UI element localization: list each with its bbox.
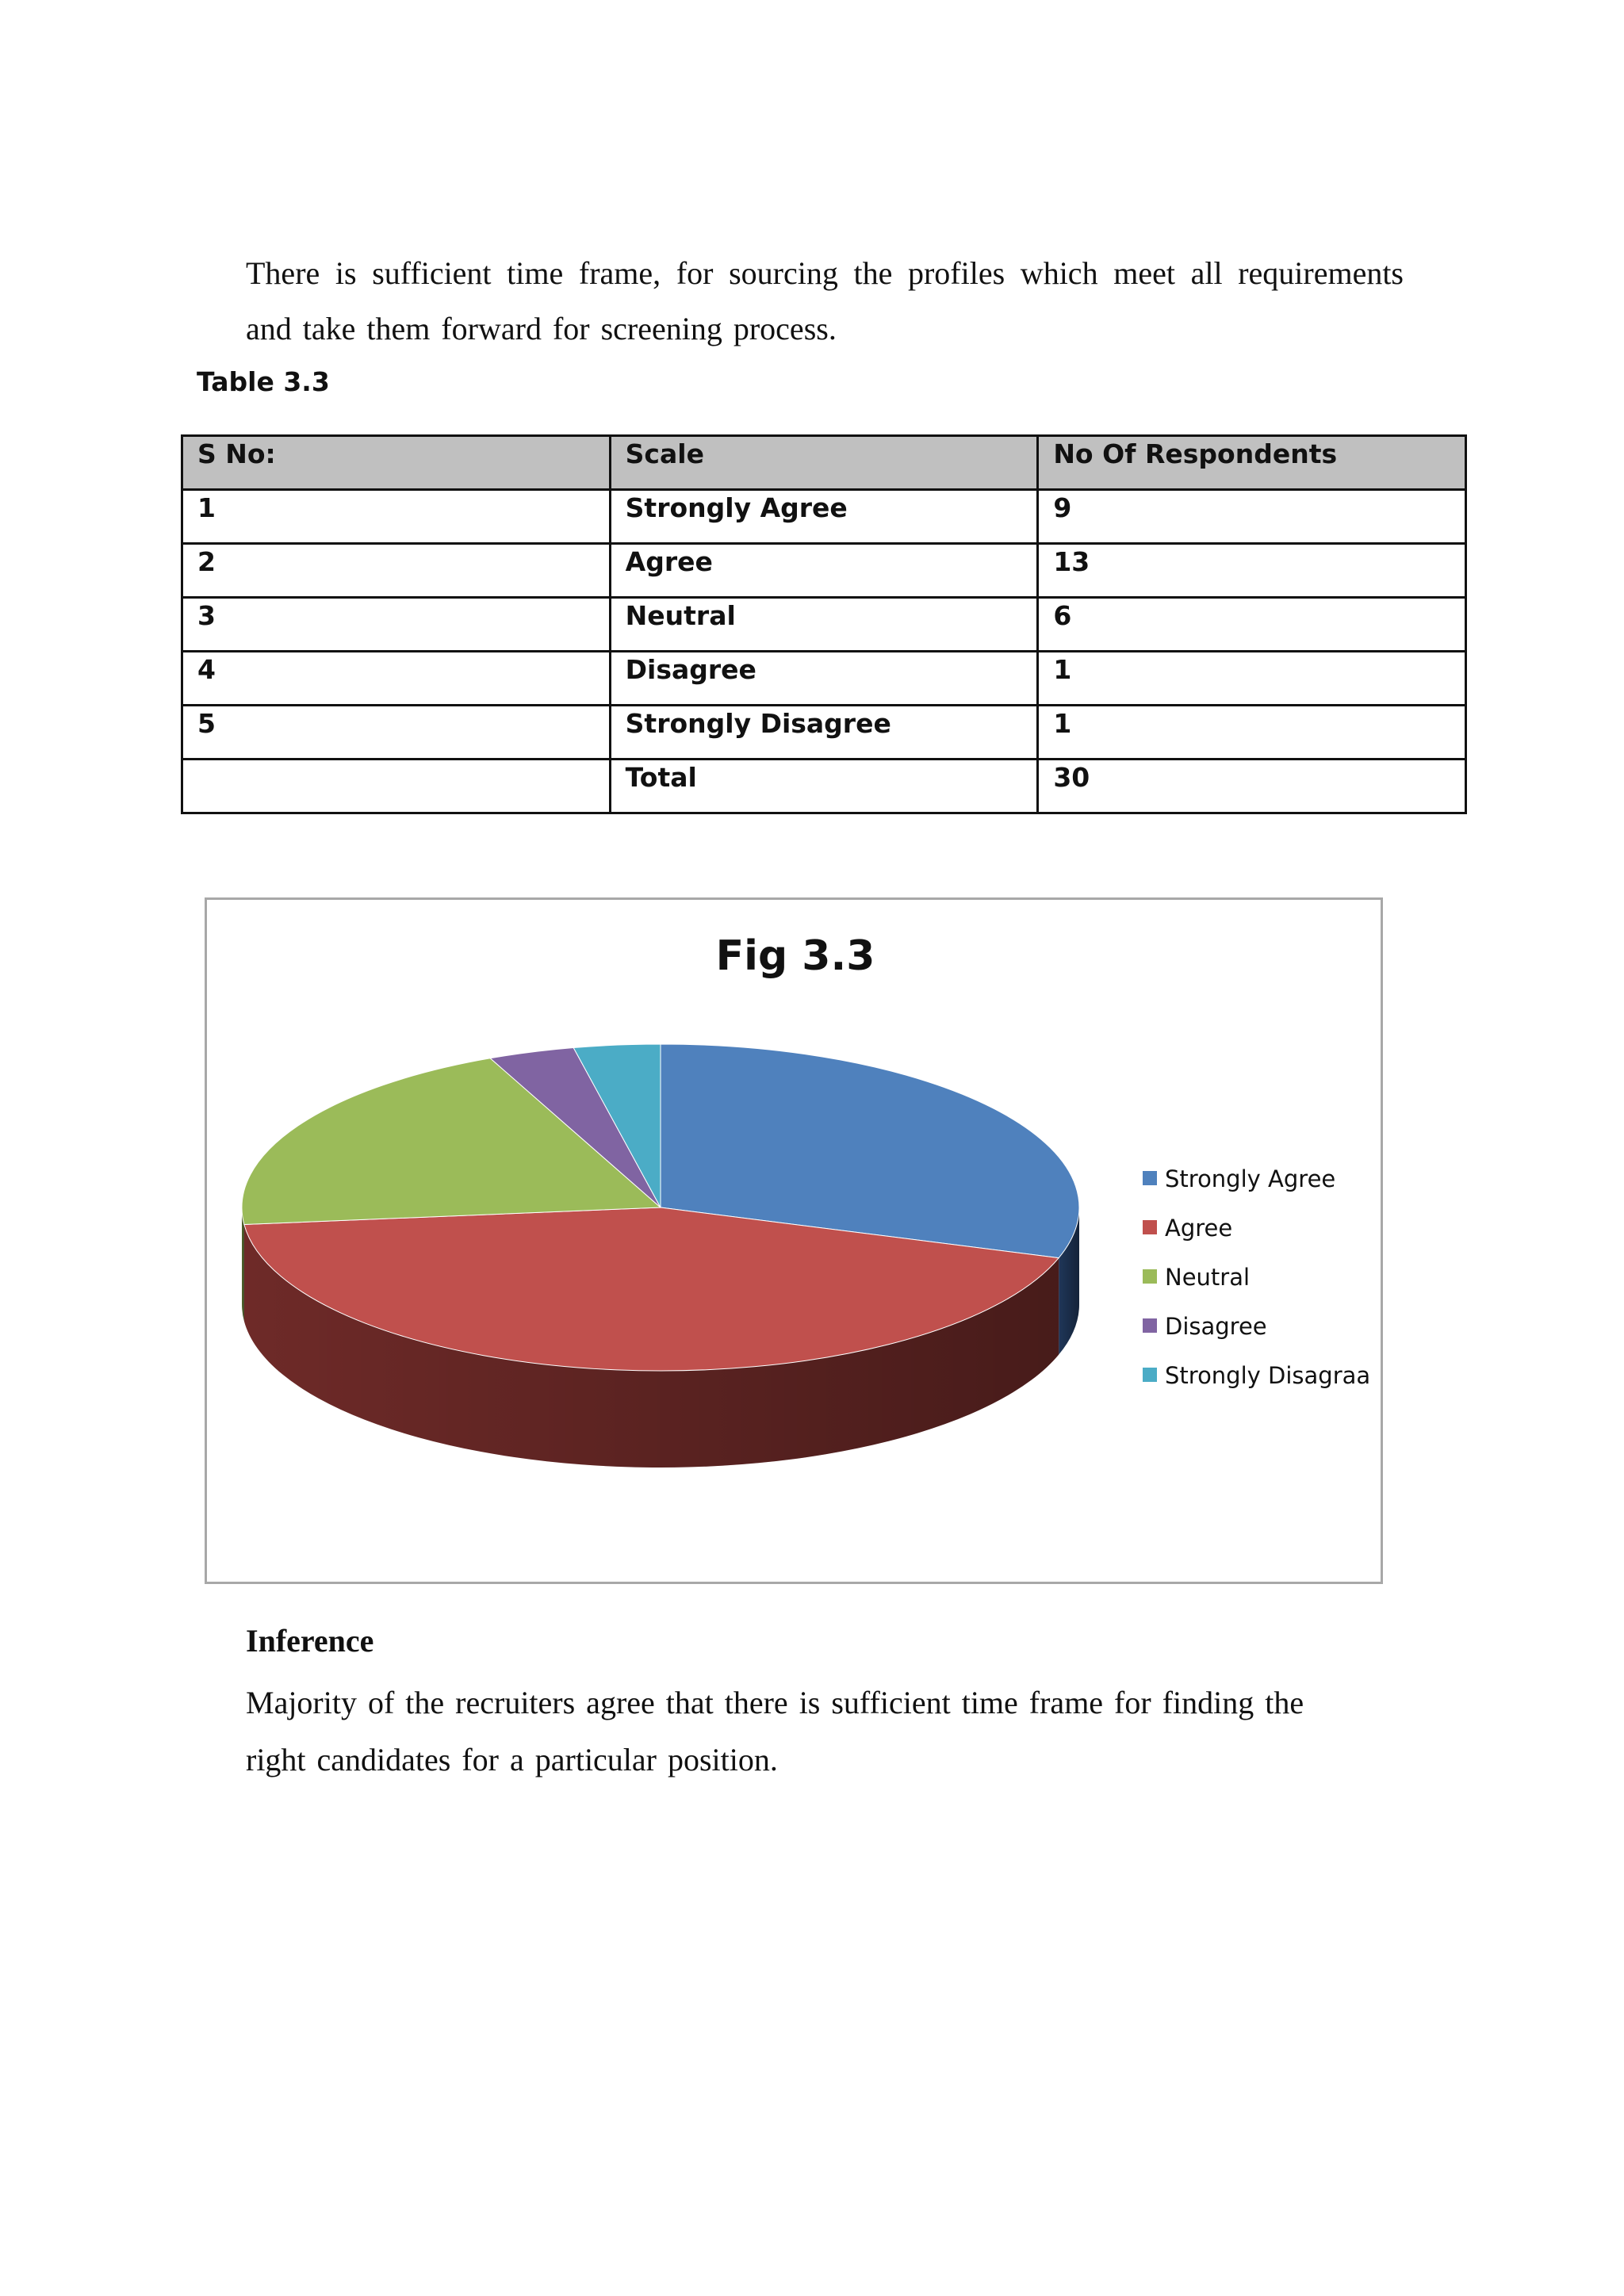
legend-swatch-strongly-agree	[1143, 1171, 1157, 1185]
legend-label-agree: Agree	[1165, 1215, 1233, 1242]
legend-label-disagree: Disagree	[1165, 1313, 1267, 1340]
pie-chart-frame	[205, 897, 1383, 1584]
legend-label-neutral: Neutral	[1165, 1264, 1251, 1291]
chart-legend	[1143, 1165, 1370, 1389]
legend-swatch-disagree	[1143, 1318, 1157, 1333]
cell-scale: Total	[610, 760, 1038, 813]
legend-swatch-strongly-disagraa	[1143, 1368, 1157, 1382]
legend-label-strongly-disagraa: Strongly Disagraa	[1165, 1362, 1371, 1389]
cell-respondents: 1	[1038, 706, 1466, 760]
respondents-table	[181, 434, 1467, 814]
legend-swatch-neutral	[1143, 1269, 1157, 1284]
cell-sno: 4	[182, 652, 611, 706]
cell-respondents: 6	[1038, 598, 1466, 652]
table-row	[182, 544, 1466, 598]
cell-scale: Disagree	[610, 652, 1038, 706]
pie-slices	[242, 1044, 1079, 1371]
cell-sno: 5	[182, 706, 611, 760]
pie-chart	[207, 900, 1381, 1582]
cell-respondents: 1	[1038, 652, 1466, 706]
cell-sno: 3	[182, 598, 611, 652]
table-row	[182, 490, 1466, 544]
inference-text: Majority of the recruiters agree that there is sufficient time frame for finding the right candidates for a particular position.	[246, 1685, 1304, 1777]
header-scale: Scale	[610, 436, 1038, 490]
table-row	[182, 598, 1466, 652]
table-header-row	[182, 436, 1466, 490]
inference-heading: Inference	[246, 1623, 374, 1659]
table-caption: Table 3.3	[197, 366, 330, 397]
cell-sno: 2	[182, 544, 611, 598]
table-row	[182, 706, 1466, 760]
table-row-total	[182, 760, 1466, 813]
cell-respondents: 13	[1038, 544, 1466, 598]
header-sno: S No:	[182, 436, 611, 490]
legend-swatch-agree	[1143, 1220, 1157, 1234]
cell-scale: Strongly Disagree	[610, 706, 1038, 760]
table-row	[182, 652, 1466, 706]
cell-sno: 1	[182, 490, 611, 544]
cell-scale: Agree	[610, 544, 1038, 598]
cell-sno	[182, 760, 611, 813]
cell-scale: Neutral	[610, 598, 1038, 652]
cell-respondents: 30	[1038, 760, 1466, 813]
cell-respondents: 9	[1038, 490, 1466, 544]
header-respondents: No Of Respondents	[1038, 436, 1466, 490]
chart-title: Fig 3.3	[715, 932, 875, 980]
legend-label-strongly-agree: Strongly Agree	[1165, 1165, 1336, 1192]
cell-scale: Strongly Agree	[610, 490, 1038, 544]
intro-paragraph: There is sufficient time frame, for sourcing the profiles which meet all requirements and take them forward for screening process.	[246, 255, 1404, 346]
